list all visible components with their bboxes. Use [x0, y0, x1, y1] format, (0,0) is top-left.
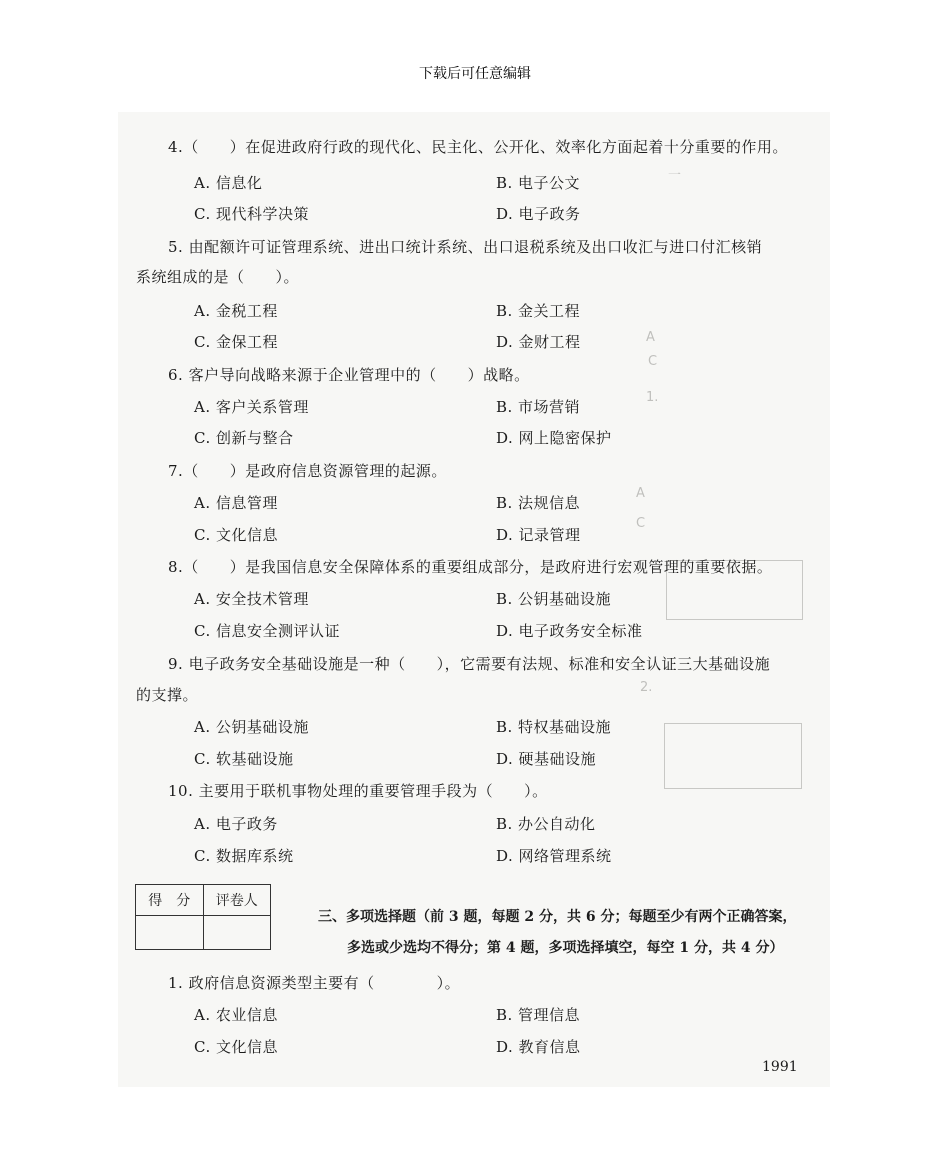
- q9-option-a: A. 公钥基础设施: [194, 718, 309, 736]
- s3q1-option-b: B. 管理信息: [496, 1006, 581, 1024]
- q6-option-c: C. 创新与整合: [194, 429, 294, 447]
- q8-option-b: B. 公钥基础设施: [496, 590, 612, 608]
- bleed-through-text: 1.: [646, 390, 659, 405]
- grader-header: 评卷人: [203, 885, 271, 916]
- section-3-question-1: 1. 政府信息资源类型主要有（ ）。: [168, 974, 461, 992]
- question-8: 8.（ ）是我国信息安全保障体系的重要组成部分，是政府进行宏观管理的重要依据。: [168, 558, 773, 576]
- q4-option-d: D. 电子政务: [496, 205, 581, 223]
- s3q1-option-c: C. 文化信息: [194, 1038, 278, 1056]
- q8-option-c: C. 信息安全测评认证: [194, 622, 340, 640]
- q10-option-d: D. 网络管理系统: [496, 847, 612, 865]
- s3q1-option-a: A. 农业信息: [194, 1006, 278, 1024]
- q10-option-c: C. 数据库系统: [194, 847, 294, 865]
- grader-cell: [203, 916, 271, 950]
- score-table: [135, 884, 271, 950]
- question-7: 7.（ ）是政府信息资源管理的起源。: [168, 462, 447, 480]
- q6-option-b: B. 市场营销: [496, 398, 581, 416]
- q5-option-d: D. 金财工程: [496, 333, 581, 351]
- bleed-through-text: C: [648, 354, 658, 369]
- q9-option-d: D. 硬基础设施: [496, 750, 597, 768]
- bleed-through-text: A: [646, 330, 655, 345]
- bleed-through-text: C: [636, 516, 646, 531]
- q7-option-a: A. 信息管理: [194, 494, 278, 512]
- bleed-through-text: 一: [668, 168, 682, 183]
- page-header: 下载后可任意编辑: [419, 66, 531, 82]
- question-5-continued: 系统组成的是（ ）。: [136, 268, 300, 286]
- q10-option-a: A. 电子政务: [194, 815, 278, 833]
- score-header: 得 分: [136, 885, 204, 916]
- q5-option-b: B. 金关工程: [496, 302, 581, 320]
- q5-option-c: C. 金保工程: [194, 333, 278, 351]
- section-3-heading: 三、多项选择题（前 3 题，每题 2 分，共 6 分；每题至少有两个正确答案，: [318, 909, 797, 925]
- q7-option-d: D. 记录管理: [496, 526, 581, 544]
- s3q1-option-d: D. 教育信息: [496, 1038, 581, 1056]
- question-10: 10. 主要用于联机事物处理的重要管理手段为（ ）。: [168, 782, 548, 800]
- section-3-heading-continued: 多选或少选均不得分；第 4 题，多项选择填空，每空 1 分，共 4 分）: [347, 940, 784, 956]
- q4-option-b: B. 电子公文: [496, 174, 581, 192]
- q9-option-c: C. 软基础设施: [194, 750, 294, 768]
- q8-option-d: D. 电子政务安全标准: [496, 622, 643, 640]
- q7-option-c: C. 文化信息: [194, 526, 278, 544]
- bleed-through-text: A: [636, 486, 645, 501]
- question-9-continued: 的支撑。: [136, 686, 199, 704]
- q4-option-c: C. 现代科学决策: [194, 205, 309, 223]
- bleed-through-text: 2.: [640, 680, 653, 695]
- page-number: 1991: [762, 1059, 798, 1075]
- q6-option-a: A. 客户关系管理: [194, 398, 309, 416]
- q7-option-b: B. 法规信息: [496, 494, 581, 512]
- question-5: 5. 由配额许可证管理系统、进出口统计系统、出口退税系统及出口收汇与进口付汇核销: [168, 238, 763, 256]
- q5-option-a: A. 金税工程: [194, 302, 278, 320]
- q8-option-a: A. 安全技术管理: [194, 590, 309, 608]
- q10-option-b: B. 办公自动化: [496, 815, 596, 833]
- question-6: 6. 客户导向战略来源于企业管理中的（ ）战略。: [168, 366, 530, 384]
- q9-option-b: B. 特权基础设施: [496, 718, 612, 736]
- q4-option-a: A. 信息化: [194, 174, 263, 192]
- bleed-through-box: [664, 723, 802, 789]
- q6-option-d: D. 网上隐密保护: [496, 429, 612, 447]
- score-cell: [136, 916, 204, 950]
- question-9: 9. 电子政务安全基础设施是一种（ ），它需要有法规、标准和安全认证三大基础设施: [168, 655, 771, 673]
- question-4: 4.（ ）在促进政府行政的现代化、民主化、公开化、效率化方面起着十分重要的作用。: [168, 138, 788, 156]
